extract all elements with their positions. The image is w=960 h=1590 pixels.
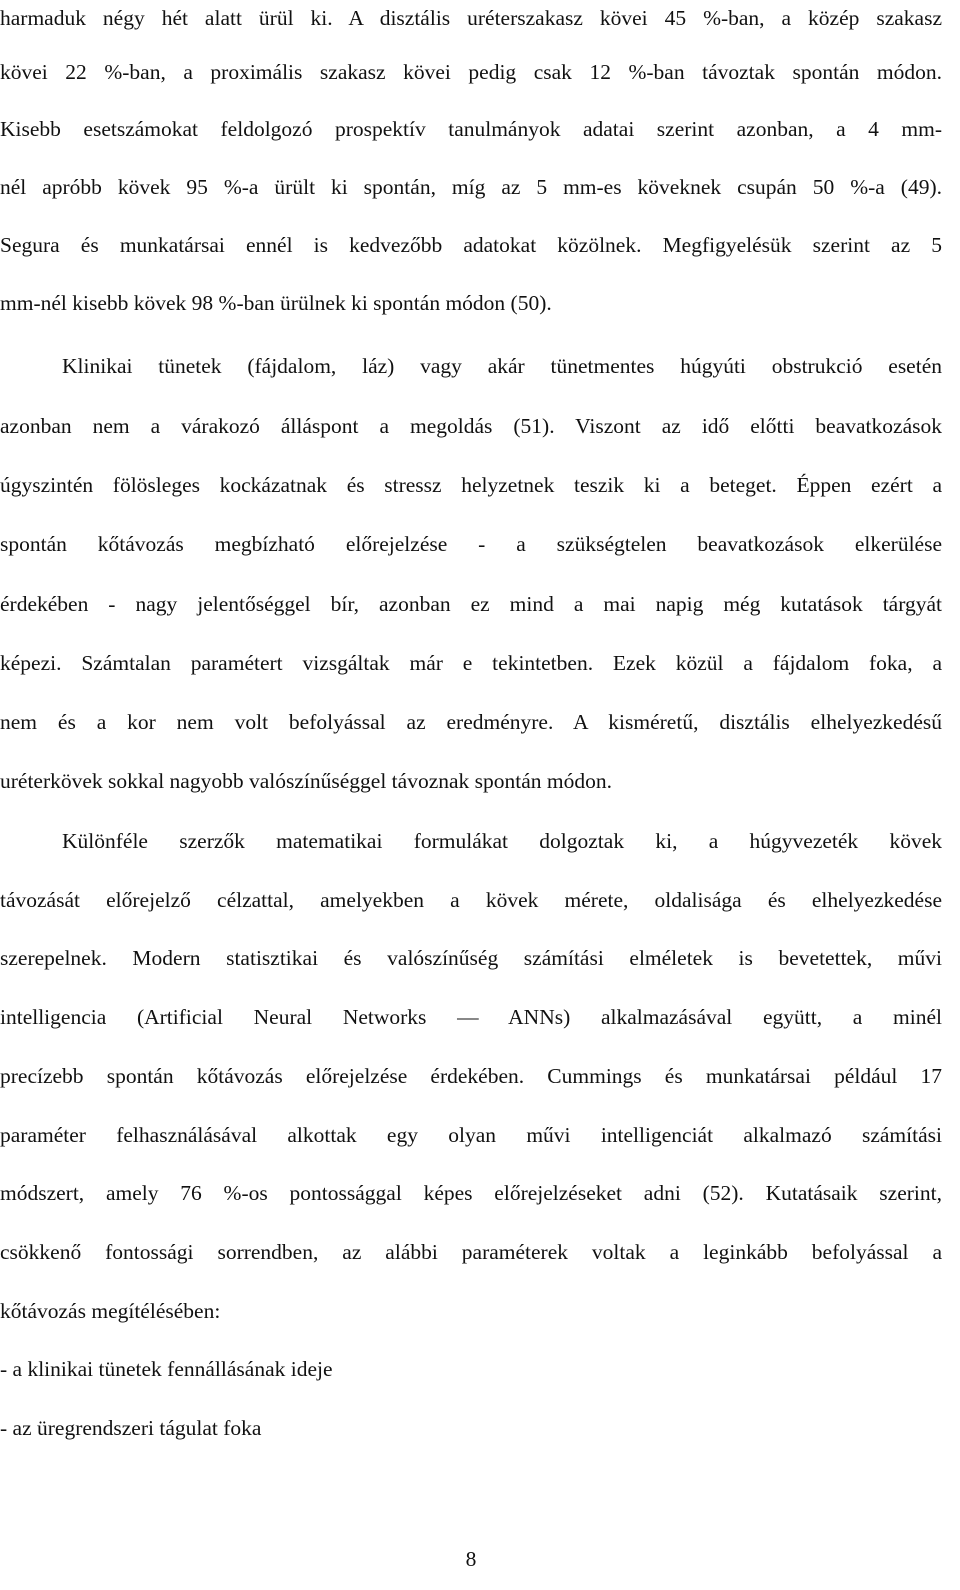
text-line: harmaduk négy hét alatt ürül ki. A disztális uréterszakasz kövei 45 %-ban, a közép szakasz (0, 6, 942, 30)
text-line: Kisebb esetszámokat feldolgozó prospektív tanulmányok adatai szerint azonban, a 4 mm- (0, 117, 942, 141)
text-line: Különféle szerzők matematikai formulákat dolgoztak ki, a húgyvezeték kövek (62, 829, 942, 853)
text-line: kőtávozás megítélésében: (0, 1299, 221, 1323)
text-line: nem és a kor nem volt befolyással az eredményre. A kisméretű, disztális elhelyezkedésű (0, 710, 942, 734)
list-item: - a klinikai tünetek fennállásának ideje (0, 1357, 333, 1381)
text-line: képezi. Számtalan paramétert vizsgáltak már e tekintetben. Ezek közül a fájdalom foka, a (0, 651, 942, 675)
text-line: szerepelnek. Modern statisztikai és valószínűség számítási elméletek is bevetettek, művi (0, 946, 942, 970)
text-line: mm-nél kisebb kövek 98 %-ban ürülnek ki spontán módon (50). (0, 291, 552, 315)
text-line: nél apróbb kövek 95 %-a ürült ki spontán, míg az 5 mm-es köveknek csupán 50 %-a (49). (0, 175, 942, 199)
text-line: paraméter felhasználásával alkottak egy olyan művi intelligenciát alkalmazó számítási (0, 1123, 942, 1147)
text-line: módszert, amely 76 %-os pontossággal képes előrejelzéseket adni (52). Kutatásaik szerint, (0, 1181, 942, 1205)
page-number: 8 (465, 1547, 477, 1571)
text-line: intelligencia (Artificial Neural Networks — ANNs) alkalmazásával együtt, a minél (0, 1005, 942, 1029)
text-line: spontán kőtávozás megbízható előrejelzése - a szükségtelen beavatkozások elkerülése (0, 532, 942, 556)
text-line: úgyszintén fölösleges kockázatnak és stressz helyzetnek teszik ki a beteget. Éppen ezért a (0, 473, 942, 497)
text-line: uréterkövek sokkal nagyobb valószínűséggel távoznak spontán módon. (0, 769, 613, 793)
text-line: Segura és munkatársai ennél is kedvezőbb adatokat közölnek. Megfigyelésük szerint az 5 (0, 233, 942, 257)
text-line: azonban nem a várakozó álláspont a megoldás (51). Viszont az idő előtti beavatkozások (0, 414, 942, 438)
text-line: precízebb spontán kőtávozás előrejelzése érdekében. Cummings és munkatársai például 17 (0, 1064, 942, 1088)
text-line: Klinikai tünetek (fájdalom, láz) vagy akár tünetmentes húgyúti obstrukció esetén (62, 354, 942, 378)
text-line: távozását előrejelző célzattal, amelyekben a kövek mérete, oldalisága és elhelyezkedése (0, 888, 942, 912)
list-item: - az üregrendszeri tágulat foka (0, 1416, 262, 1440)
text-line: kövei 22 %-ban, a proximális szakasz kövei pedig csak 12 %-ban távoztak spontán módon. (0, 60, 942, 84)
text-line: csökkenő fontossági sorrendben, az alábbi paraméterek voltak a leginkább befolyással a (0, 1240, 942, 1264)
text-line: érdekében - nagy jelentőséggel bír, azonban ez mind a mai napig még kutatások tárgyát (0, 592, 942, 616)
